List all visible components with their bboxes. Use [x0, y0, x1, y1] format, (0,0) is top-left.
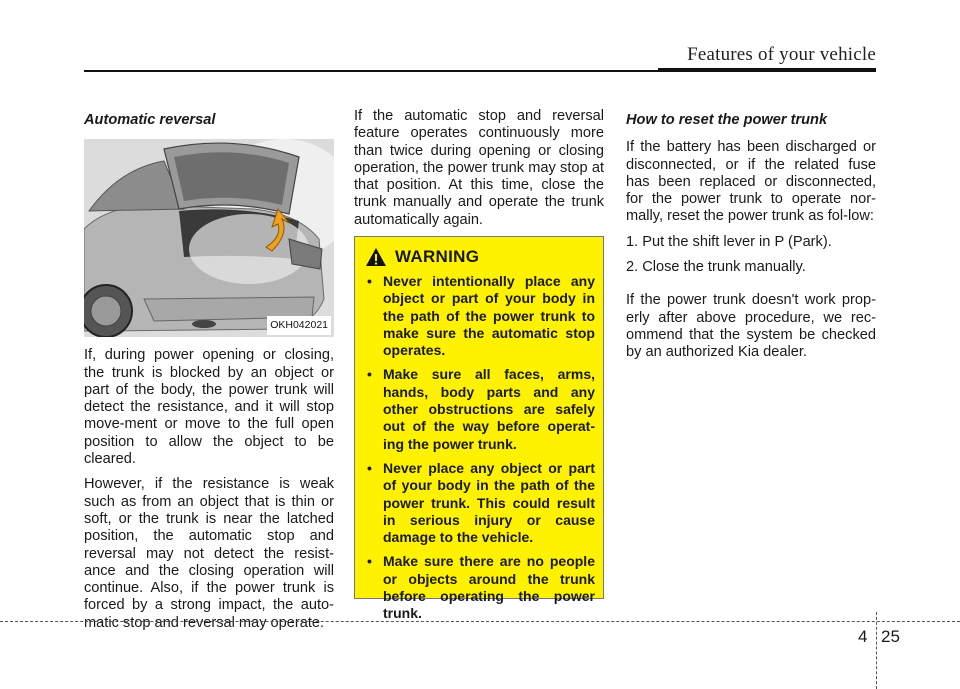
- header-rule-accent: [658, 68, 876, 72]
- car-trunk-drawing: [84, 139, 334, 337]
- footer-divider: [876, 612, 877, 689]
- column-1: [84, 108, 334, 640]
- warning-item: • Make sure all faces, arms, hands, body parts and any other obstructions are safely out of the way before operat-ing the power trunk.: [367, 366, 595, 452]
- warning-item: • Never intentionally place any object or part of your body in the path of the power trunk to make sure the automatic stop operates.: [367, 273, 595, 359]
- page-number: 25: [881, 627, 900, 646]
- column-3: [626, 108, 876, 370]
- paragraph: If, during power opening or closing, the trunk is blocked by an object or part of the body, the power trunk will detect the resistance, and it will stop move-ment or move to the full open position to allow the object to be cleared.: [84, 347, 334, 468]
- warning-triangle-icon: [365, 247, 387, 267]
- step-item: 2. Close the trunk manually.: [626, 259, 806, 276]
- page-header-title: Features of your vehicle: [687, 44, 876, 65]
- warning-item: • Never place any object or part of your body in the path of the power trunk. This could result in serious injury or cause damage to the vehicle.: [367, 459, 595, 546]
- warning-item: • Make sure there are no people or objects around the trunk before operating the power trunk.: [367, 553, 595, 622]
- warning-header: [365, 247, 595, 267]
- section-heading-reset-power-trunk: How to reset the power trunk: [626, 112, 828, 128]
- warning-title: WARNING: [395, 247, 480, 266]
- footer-rule: [0, 621, 960, 622]
- paragraph: If the power trunk doesn't work prop-erly after above procedure, we rec-ommend that the system be checked by an authorized Kia dealer.: [626, 292, 876, 361]
- chapter-number: 4: [858, 627, 868, 646]
- column-2: [354, 108, 604, 237]
- section-heading-automatic-reversal: Automatic reversal: [84, 112, 216, 128]
- warning-list: [365, 273, 595, 623]
- trunk-illustration: [84, 139, 334, 337]
- figure-code-label: OKH042021: [267, 316, 331, 335]
- paragraph: However, if the resistance is weak such as from an object that is thin or soft, or the trunk is near the latched position, the automatic stop and reversal may not detect the resist-ance and the closing operation will continue. Also, if the power trunk is forced by a strong impact, the auto-matic stop and reversal may operate.: [84, 476, 334, 631]
- paragraph: If the automatic stop and reversal feature operates continuously more than twice during opening or closing operation, the power trunk may stop at that position. At this time, close the trunk manually and operate the trunk automatically again.: [354, 108, 604, 228]
- step-item: 1. Put the shift lever in P (Park).: [626, 233, 832, 250]
- paragraph: If the battery has been discharged or disconnected, or if the related fuse has been replaced or disconnected, for the power trunk to operate nor-mally, reset the power trunk as fol-low:: [626, 139, 876, 225]
- warning-box: [354, 236, 604, 622]
